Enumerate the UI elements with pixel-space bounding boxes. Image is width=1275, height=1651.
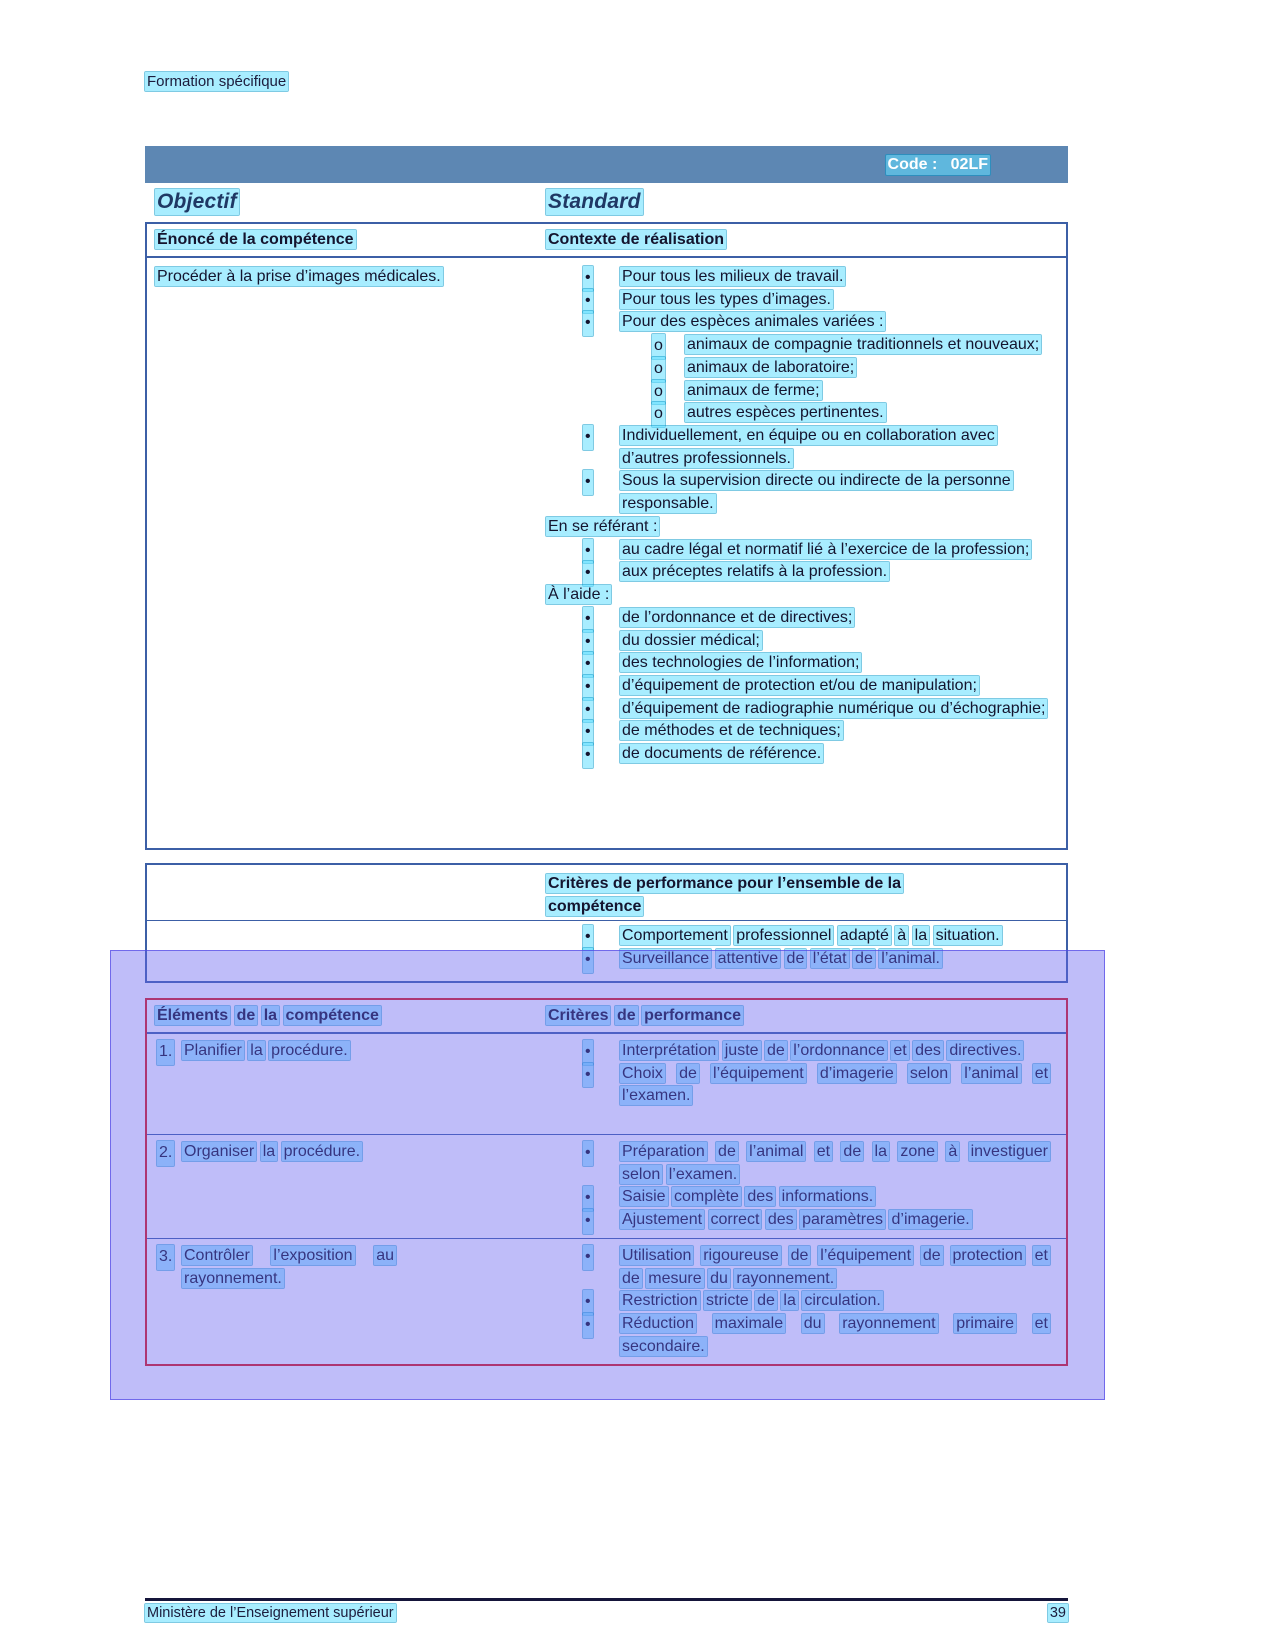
criteria-item <box>546 1040 1050 1063</box>
bullet-icon: • <box>583 698 593 723</box>
criteria-item <box>546 1313 1050 1358</box>
ocr-word-highlight: mesure <box>648 1269 702 1287</box>
ocr-word-highlight: l’animal <box>749 1143 804 1160</box>
bullet-icon: • <box>583 1040 593 1065</box>
context-item-text: d’équipement de protection et/ou de manipulation; <box>622 676 977 694</box>
bullet-icon: • <box>583 470 593 495</box>
bullet-icon: • <box>583 1313 593 1338</box>
ocr-word-highlight: la <box>263 1007 278 1024</box>
ocr-word-highlight: des <box>915 1042 941 1059</box>
criteria-text <box>620 1041 1023 1060</box>
ocr-word-highlight: l’équipement <box>713 1064 804 1082</box>
ocr-word-highlight: l’animal <box>964 1064 1019 1082</box>
ocr-word-highlight: à <box>897 927 907 945</box>
ocr-word-highlight: du <box>710 1269 728 1287</box>
ocr-word-highlight: Choix <box>622 1064 663 1082</box>
ocr-word-highlight: Saisie <box>622 1188 666 1206</box>
criteria-item <box>546 1186 1050 1209</box>
enonce-header-cell <box>147 231 546 249</box>
ocr-word-highlight: secondaire. <box>622 1337 705 1355</box>
ocr-word-highlight: compétence <box>285 1007 379 1024</box>
ocr-word-highlight: Comportement <box>622 927 728 945</box>
ocr-word-highlight: adapté <box>839 927 889 945</box>
context-list <box>546 258 1066 774</box>
ocr-word-highlight: informations. <box>781 1188 874 1206</box>
ocr-word-highlight: la <box>874 1143 887 1160</box>
criteria-text <box>620 1210 972 1229</box>
ocr-word-highlight: rigoureuse <box>703 1246 779 1264</box>
criteria-text <box>620 1142 1050 1184</box>
ocr-word-highlight: l’état <box>812 950 847 968</box>
criteria-item <box>546 1063 1050 1108</box>
context-item <box>546 584 1050 607</box>
context-item <box>546 289 1050 312</box>
contexte-header-cell <box>546 231 1066 249</box>
table-row <box>147 1134 1066 1238</box>
element-cell <box>147 1034 546 1134</box>
ocr-word-highlight: et <box>816 1143 831 1160</box>
ocr-word-highlight: de <box>766 1042 785 1059</box>
bullet-icon: • <box>583 561 593 586</box>
footer <box>145 1604 1068 1622</box>
ocr-word-highlight: directives. <box>949 1042 1022 1059</box>
element-number: 2. <box>157 1141 174 1166</box>
ocr-word-highlight: juste <box>724 1042 759 1059</box>
ocr-word-highlight: investiguer <box>970 1143 1048 1160</box>
criteria-text <box>620 1064 1050 1106</box>
bullet-icon: • <box>583 1209 593 1234</box>
ocr-word-highlight: stricte <box>706 1292 749 1310</box>
context-item <box>546 425 1050 470</box>
objectif-heading: Objectif <box>157 190 237 213</box>
ocr-word-highlight: l’examen. <box>622 1087 691 1105</box>
context-item <box>546 266 1050 289</box>
context-item <box>546 607 1050 630</box>
criteria-item <box>546 1141 1050 1186</box>
context-item <box>546 357 1050 380</box>
table-row <box>147 1238 1066 1365</box>
bullet-icon: • <box>583 266 593 291</box>
bullet-icon: • <box>583 1290 593 1315</box>
context-item-text: Pour des espèces animales variées : <box>622 313 884 331</box>
ocr-word-highlight: circulation. <box>804 1292 881 1310</box>
ocr-word-highlight: rayonnement <box>842 1315 936 1333</box>
ocr-word-highlight: Préparation <box>622 1143 705 1160</box>
ocr-word-highlight: et <box>1034 1246 1048 1264</box>
context-item-text: Pour tous les types d’images. <box>622 290 831 308</box>
bullet-icon: • <box>583 675 593 700</box>
bullet-icon: o <box>652 402 665 427</box>
section-label: Formation spécifique <box>147 73 287 90</box>
ocr-word-highlight: et <box>1034 1064 1049 1082</box>
context-item <box>546 675 1050 698</box>
elements-table-header <box>147 1000 1066 1034</box>
criteria-text <box>620 1291 883 1310</box>
ocr-word-highlight: Restriction <box>622 1292 698 1310</box>
context-item-text: au cadre légal et normatif lié à l’exercice de la profession; <box>622 540 1030 558</box>
ocr-word-highlight: maximale <box>714 1315 784 1333</box>
context-item-text: de documents de référence. <box>622 745 822 763</box>
ocr-word-highlight: Surveillance <box>622 950 710 968</box>
table-row <box>147 1034 1066 1134</box>
element-number: 1. <box>157 1040 174 1065</box>
ocr-word-highlight: protection <box>952 1246 1023 1264</box>
ocr-word-highlight: et <box>893 1042 907 1059</box>
ocr-word-highlight: l’ordonnance <box>793 1042 885 1059</box>
context-item-text: Individuellement, en équipe ou en collaboration avec d’autres professionnels. <box>622 427 995 467</box>
ocr-word-highlight: Interprétation <box>622 1042 717 1059</box>
bullet-icon: • <box>583 1063 593 1088</box>
column-headings <box>145 189 1068 221</box>
elements-table <box>145 998 1068 1366</box>
context-item-text: En se référant : <box>548 517 658 535</box>
ocr-word-highlight: de <box>786 950 805 968</box>
ocr-word-highlight: Critères <box>548 1007 609 1024</box>
context-item-text: des technologies de l’information; <box>622 654 860 672</box>
overall-criteria-item <box>147 925 1050 948</box>
overall-criteria-table <box>145 863 1068 983</box>
elements-header <box>147 1007 546 1025</box>
ocr-word-highlight: Ajustement <box>622 1211 703 1229</box>
element-number: 3. <box>157 1245 174 1270</box>
context-item <box>546 652 1050 675</box>
code-label: Code : 02LF <box>887 155 988 173</box>
title-bar <box>145 146 1068 183</box>
ocr-word-highlight: de <box>718 1143 736 1160</box>
ocr-word-highlight: selon <box>622 1165 661 1183</box>
context-item <box>546 402 1050 425</box>
ocr-word-highlight: correct <box>710 1211 760 1229</box>
criteria-text <box>620 1246 1050 1288</box>
footer-ministry: Ministère de l’Enseignement supérieur <box>147 1605 394 1621</box>
ocr-word-highlight: d’imagerie. <box>891 1211 970 1229</box>
competence-table-body <box>147 258 1066 774</box>
ocr-word-highlight: à <box>948 1143 958 1160</box>
element-label <box>182 1040 396 1063</box>
bullet-icon: • <box>583 1141 593 1166</box>
performance-header <box>546 1007 1066 1025</box>
contexte-header: Contexte de réalisation <box>548 231 725 248</box>
bullet-icon: • <box>583 1186 593 1211</box>
bullet-icon: • <box>583 607 593 632</box>
bullet-icon: • <box>583 425 593 450</box>
ocr-word-highlight: de <box>757 1292 775 1310</box>
ocr-word-highlight: Contrôler <box>184 1246 250 1264</box>
context-item <box>546 720 1050 743</box>
criteria-text <box>620 1187 875 1206</box>
context-item <box>546 380 1050 403</box>
overall-criteria-item <box>147 948 1050 971</box>
bullet-icon: • <box>583 720 593 745</box>
context-item-text: animaux de laboratoire; <box>687 358 855 376</box>
ocr-word-highlight: l’animal. <box>881 950 940 968</box>
element-cell <box>147 1239 546 1365</box>
competence-cell <box>147 258 546 774</box>
criteria-item <box>546 1290 1050 1313</box>
element-label <box>182 1141 396 1164</box>
criteria-item <box>546 1209 1050 1232</box>
ocr-word-highlight: zone <box>900 1143 936 1160</box>
ocr-word-highlight: l’examen. <box>668 1165 738 1183</box>
context-item <box>546 470 1050 515</box>
competence-table-header <box>147 224 1066 258</box>
criteria-list <box>546 1239 1066 1365</box>
bullet-icon: • <box>583 1245 593 1270</box>
bullet-icon: • <box>583 743 593 768</box>
context-item-text: animaux de ferme; <box>687 381 820 399</box>
page-number: 39 <box>1049 1605 1066 1621</box>
ocr-word-highlight: de <box>679 1064 697 1082</box>
context-item-text: aux préceptes relatifs à la profession. <box>622 563 888 581</box>
context-item <box>546 630 1050 653</box>
ocr-word-highlight: Planifier <box>184 1042 242 1059</box>
bullet-icon: • <box>583 652 593 677</box>
context-item <box>546 334 1050 357</box>
ocr-word-highlight: primaire <box>956 1315 1014 1333</box>
ocr-word-highlight: rayonnement. <box>736 1269 835 1287</box>
context-item <box>546 561 1050 584</box>
context-item <box>546 539 1050 562</box>
criteria-list <box>546 1135 1066 1238</box>
ocr-word-highlight: du <box>803 1315 822 1333</box>
bullet-icon: o <box>652 380 665 405</box>
ocr-word-highlight: de <box>236 1007 256 1024</box>
ocr-word-highlight: la <box>914 927 928 945</box>
ocr-word-highlight: au <box>376 1246 394 1264</box>
ocr-word-highlight: d’imagerie <box>819 1064 894 1082</box>
context-item <box>546 743 1050 766</box>
ocr-word-highlight: professionnel <box>736 927 832 945</box>
bullet-icon: • <box>583 948 593 973</box>
ocr-word-highlight: rayonnement. <box>184 1269 282 1287</box>
ocr-word-highlight: selon <box>909 1064 949 1082</box>
context-item-text: de méthodes et de techniques; <box>622 722 841 740</box>
ocr-word-highlight: de <box>922 1246 941 1264</box>
ocr-word-highlight: procédure. <box>283 1143 361 1160</box>
ocr-word-highlight: Organiser <box>184 1143 255 1160</box>
ocr-word-highlight: paramètres <box>802 1211 884 1229</box>
context-item-text: d’équipement de radiographie numérique ou d’échographie; <box>622 699 1046 717</box>
competence-statement: Procéder à la prise d’images médicales. <box>157 268 441 285</box>
bullet-icon: • <box>583 311 593 336</box>
footer-rule <box>145 1598 1068 1601</box>
ocr-word-highlight: situation. <box>935 927 1000 945</box>
ocr-word-highlight: Utilisation <box>622 1246 692 1264</box>
ocr-word-highlight: complète <box>674 1188 739 1206</box>
ocr-word-highlight: Éléments <box>157 1007 229 1024</box>
bullet-icon: • <box>583 539 593 564</box>
ocr-word-highlight: Réduction <box>622 1315 695 1333</box>
ocr-word-highlight: procédure. <box>271 1042 348 1059</box>
ocr-word-highlight: la <box>250 1042 263 1059</box>
ocr-word-highlight: performance <box>644 1007 741 1024</box>
context-item-text: de l’ordonnance et de directives; <box>622 608 853 626</box>
context-item-text: du dossier médical; <box>622 631 760 649</box>
bullet-icon: • <box>583 289 593 314</box>
criteria-item <box>546 1245 1050 1290</box>
elements-table-rows <box>147 1034 1066 1364</box>
context-item <box>546 516 1050 539</box>
ocr-word-highlight: attentive <box>717 950 779 968</box>
ocr-word-highlight: et <box>1034 1315 1048 1333</box>
ocr-word-highlight: l’équipement <box>820 1246 912 1264</box>
ocr-word-highlight: de <box>843 1143 862 1160</box>
ocr-word-highlight: de <box>790 1246 809 1264</box>
competence-table <box>145 222 1068 850</box>
bullet-icon: • <box>583 630 593 655</box>
ocr-word-highlight: de <box>855 950 873 968</box>
bullet-icon: o <box>652 357 665 382</box>
context-item-text: Pour tous les milieux de travail. <box>622 268 844 285</box>
ocr-word-highlight: des <box>767 1211 794 1229</box>
context-item-text: À l’aide : <box>548 586 610 604</box>
ocr-word-highlight: de <box>622 1269 640 1287</box>
bullet-icon: o <box>652 334 665 359</box>
enonce-header: Énoncé de la compétence <box>157 231 354 248</box>
overall-criteria-list <box>147 921 1066 976</box>
standard-heading: Standard <box>548 190 641 213</box>
criteria-text <box>620 1314 1050 1356</box>
context-item <box>546 311 1050 334</box>
bullet-icon: • <box>583 925 593 950</box>
element-cell <box>147 1135 546 1238</box>
context-item-text: autres espèces pertinentes. <box>687 404 884 422</box>
element-label <box>182 1245 396 1290</box>
context-item <box>546 698 1050 721</box>
overall-criteria-text <box>620 926 1002 945</box>
overall-criteria-header-cell <box>546 865 998 920</box>
ocr-word-highlight: de <box>616 1007 636 1024</box>
ocr-word-highlight: des <box>747 1188 774 1206</box>
overall-criteria-header: Critères de performance pour l’ensemble de la compétence <box>548 875 902 915</box>
context-item-text: animaux de compagnie traditionnels et nouveaux; <box>687 336 1040 354</box>
ocr-word-highlight: la <box>783 1292 796 1310</box>
ocr-word-highlight: la <box>262 1143 276 1160</box>
overall-criteria-text <box>620 949 942 968</box>
context-item-text: Sous la supervision directe ou indirecte de la personne responsable. <box>622 472 1011 513</box>
criteria-list <box>546 1034 1066 1134</box>
ocr-word-highlight: l’exposition <box>273 1246 353 1264</box>
